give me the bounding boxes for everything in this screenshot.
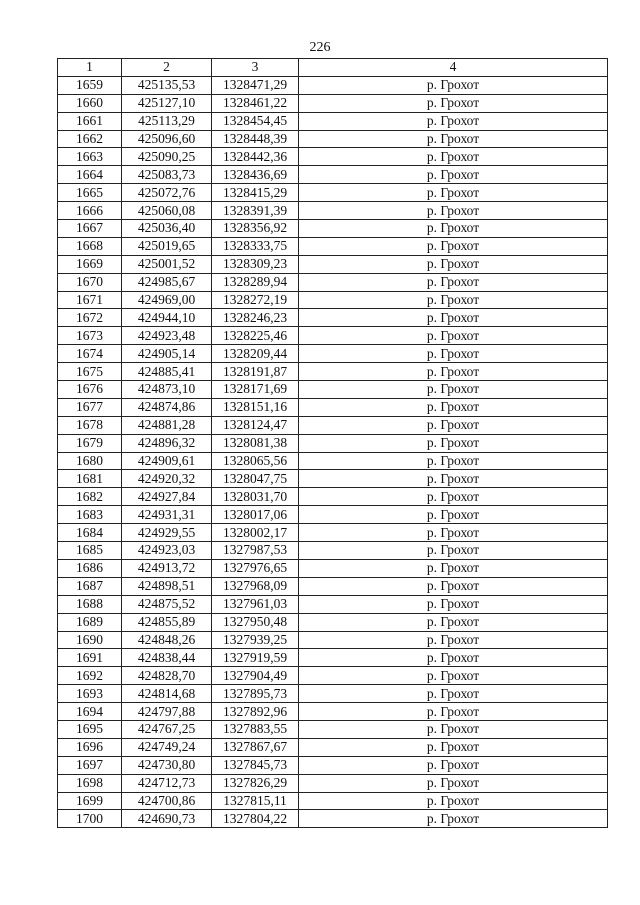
cell-x: 424828,70: [122, 667, 212, 685]
table-row: [58, 220, 608, 238]
cell-point-number: 1681: [58, 470, 122, 488]
table-row: [58, 738, 608, 756]
table-row: [58, 613, 608, 631]
table-row: [58, 76, 608, 94]
cell-y: 1327845,73: [212, 756, 299, 774]
cell-point-number: 1689: [58, 613, 122, 631]
cell-x: 425127,10: [122, 94, 212, 112]
cell-x: 425096,60: [122, 130, 212, 148]
cell-point-number: 1696: [58, 738, 122, 756]
table-row: [58, 381, 608, 399]
cell-point-number: 1659: [58, 76, 122, 94]
cell-x: 424929,55: [122, 524, 212, 542]
cell-description: р. Грохот: [299, 488, 608, 506]
cell-y: 1328454,45: [212, 112, 299, 130]
cell-y: 1327919,59: [212, 649, 299, 667]
table-row: [58, 112, 608, 130]
table-row: [58, 434, 608, 452]
cell-x: 424712,73: [122, 774, 212, 792]
cell-description: р. Грохот: [299, 237, 608, 255]
cell-point-number: 1695: [58, 720, 122, 738]
table-row: [58, 506, 608, 524]
table-row: [58, 810, 608, 828]
cell-point-number: 1685: [58, 542, 122, 560]
cell-y: 1327968,09: [212, 577, 299, 595]
cell-y: 1327987,53: [212, 542, 299, 560]
cell-description: р. Грохот: [299, 327, 608, 345]
header-cell-description: 4: [299, 59, 608, 77]
cell-x: 424767,25: [122, 720, 212, 738]
cell-y: 1327892,96: [212, 703, 299, 721]
table-row: [58, 184, 608, 202]
cell-x: 425072,76: [122, 184, 212, 202]
cell-y: 1328191,87: [212, 363, 299, 381]
cell-x: 424923,03: [122, 542, 212, 560]
cell-description: р. Грохот: [299, 810, 608, 828]
cell-description: р. Грохот: [299, 506, 608, 524]
cell-x: 424913,72: [122, 559, 212, 577]
cell-description: р. Грохот: [299, 774, 608, 792]
cell-point-number: 1680: [58, 452, 122, 470]
cell-x: 424690,73: [122, 810, 212, 828]
cell-x: 424874,86: [122, 398, 212, 416]
cell-x: 425113,29: [122, 112, 212, 130]
cell-x: 424927,84: [122, 488, 212, 506]
cell-y: 1327961,03: [212, 595, 299, 613]
table-row: [58, 94, 608, 112]
cell-point-number: 1671: [58, 291, 122, 309]
cell-x: 424881,28: [122, 416, 212, 434]
cell-point-number: 1669: [58, 255, 122, 273]
cell-point-number: 1678: [58, 416, 122, 434]
table-row: [58, 703, 608, 721]
cell-x: 424923,48: [122, 327, 212, 345]
cell-point-number: 1661: [58, 112, 122, 130]
cell-y: 1328124,47: [212, 416, 299, 434]
cell-description: р. Грохот: [299, 273, 608, 291]
table-row: [58, 327, 608, 345]
cell-y: 1328289,94: [212, 273, 299, 291]
cell-point-number: 1692: [58, 667, 122, 685]
cell-x: 425090,25: [122, 148, 212, 166]
cell-description: р. Грохот: [299, 524, 608, 542]
cell-x: 424909,61: [122, 452, 212, 470]
cell-y: 1328225,46: [212, 327, 299, 345]
table-row: [58, 148, 608, 166]
table-header: [58, 59, 608, 77]
cell-x: 424838,44: [122, 649, 212, 667]
table-row: [58, 631, 608, 649]
header-cell-x: 2: [122, 59, 212, 77]
cell-description: р. Грохот: [299, 613, 608, 631]
cell-point-number: 1693: [58, 685, 122, 703]
cell-point-number: 1700: [58, 810, 122, 828]
cell-x: 424730,80: [122, 756, 212, 774]
table-row: [58, 255, 608, 273]
cell-y: 1327895,73: [212, 685, 299, 703]
cell-point-number: 1684: [58, 524, 122, 542]
table-row: [58, 470, 608, 488]
coordinates-table: [57, 58, 608, 828]
cell-x: 424873,10: [122, 381, 212, 399]
table-row: [58, 542, 608, 560]
cell-x: 424875,52: [122, 595, 212, 613]
cell-description: р. Грохот: [299, 756, 608, 774]
cell-x: 425060,08: [122, 202, 212, 220]
cell-y: 1328391,39: [212, 202, 299, 220]
cell-y: 1327804,22: [212, 810, 299, 828]
cell-y: 1327939,25: [212, 631, 299, 649]
cell-point-number: 1660: [58, 94, 122, 112]
cell-point-number: 1667: [58, 220, 122, 238]
cell-point-number: 1664: [58, 166, 122, 184]
cell-y: 1328272,19: [212, 291, 299, 309]
cell-y: 1328309,23: [212, 255, 299, 273]
cell-y: 1327950,48: [212, 613, 299, 631]
cell-y: 1328333,75: [212, 237, 299, 255]
table-row: [58, 685, 608, 703]
cell-point-number: 1662: [58, 130, 122, 148]
cell-description: р. Грохот: [299, 649, 608, 667]
cell-point-number: 1686: [58, 559, 122, 577]
cell-y: 1327976,65: [212, 559, 299, 577]
page-number: 226: [309, 40, 331, 55]
cell-y: 1328065,56: [212, 452, 299, 470]
cell-y: 1328209,44: [212, 345, 299, 363]
cell-description: р. Грохот: [299, 452, 608, 470]
table-row: [58, 166, 608, 184]
table-row: [58, 416, 608, 434]
cell-y: 1328356,92: [212, 220, 299, 238]
cell-description: р. Грохот: [299, 434, 608, 452]
cell-y: 1328436,69: [212, 166, 299, 184]
cell-point-number: 1690: [58, 631, 122, 649]
cell-x: 424898,51: [122, 577, 212, 595]
table-row: [58, 792, 608, 810]
cell-y: 1328448,39: [212, 130, 299, 148]
cell-description: р. Грохот: [299, 559, 608, 577]
table-row: [58, 398, 608, 416]
header-cell-y: 3: [212, 59, 299, 77]
cell-description: р. Грохот: [299, 94, 608, 112]
table-row: [58, 667, 608, 685]
cell-point-number: 1677: [58, 398, 122, 416]
cell-description: р. Грохот: [299, 577, 608, 595]
cell-y: 1327815,11: [212, 792, 299, 810]
cell-point-number: 1683: [58, 506, 122, 524]
table-row: [58, 720, 608, 738]
table-body: [58, 76, 608, 827]
cell-description: р. Грохот: [299, 703, 608, 721]
cell-description: р. Грохот: [299, 148, 608, 166]
cell-point-number: 1665: [58, 184, 122, 202]
table-row: [58, 577, 608, 595]
cell-description: р. Грохот: [299, 309, 608, 327]
cell-point-number: 1687: [58, 577, 122, 595]
cell-x: 424985,67: [122, 273, 212, 291]
cell-y: 1328171,69: [212, 381, 299, 399]
cell-y: 1327826,29: [212, 774, 299, 792]
table-row: [58, 309, 608, 327]
table-header-row: [58, 59, 608, 77]
cell-x: 424885,41: [122, 363, 212, 381]
cell-description: р. Грохот: [299, 720, 608, 738]
cell-y: 1328151,16: [212, 398, 299, 416]
table-row: [58, 524, 608, 542]
cell-y: 1328081,38: [212, 434, 299, 452]
cell-description: р. Грохот: [299, 291, 608, 309]
cell-x: 425019,65: [122, 237, 212, 255]
cell-point-number: 1697: [58, 756, 122, 774]
cell-point-number: 1699: [58, 792, 122, 810]
cell-description: р. Грохот: [299, 220, 608, 238]
cell-point-number: 1694: [58, 703, 122, 721]
cell-description: р. Грохот: [299, 76, 608, 94]
cell-y: 1328442,36: [212, 148, 299, 166]
header-cell-point-number: 1: [58, 59, 122, 77]
table-row: [58, 559, 608, 577]
table-row: [58, 345, 608, 363]
cell-description: р. Грохот: [299, 255, 608, 273]
cell-x: 425036,40: [122, 220, 212, 238]
cell-point-number: 1668: [58, 237, 122, 255]
cell-x: 424814,68: [122, 685, 212, 703]
table-row: [58, 363, 608, 381]
cell-y: 1328002,17: [212, 524, 299, 542]
cell-point-number: 1682: [58, 488, 122, 506]
cell-x: 424797,88: [122, 703, 212, 721]
cell-x: 424848,26: [122, 631, 212, 649]
cell-point-number: 1675: [58, 363, 122, 381]
cell-description: р. Грохот: [299, 792, 608, 810]
cell-x: 424896,32: [122, 434, 212, 452]
cell-x: 425001,52: [122, 255, 212, 273]
cell-description: р. Грохот: [299, 184, 608, 202]
cell-description: р. Грохот: [299, 398, 608, 416]
cell-description: р. Грохот: [299, 631, 608, 649]
cell-description: р. Грохот: [299, 112, 608, 130]
cell-point-number: 1673: [58, 327, 122, 345]
table-row: [58, 452, 608, 470]
cell-y: 1328415,29: [212, 184, 299, 202]
cell-point-number: 1698: [58, 774, 122, 792]
cell-description: р. Грохот: [299, 166, 608, 184]
table-row: [58, 488, 608, 506]
cell-x: 424700,86: [122, 792, 212, 810]
cell-description: р. Грохот: [299, 130, 608, 148]
cell-y: 1328031,70: [212, 488, 299, 506]
table-row: [58, 130, 608, 148]
cell-description: р. Грохот: [299, 345, 608, 363]
cell-point-number: 1663: [58, 148, 122, 166]
cell-description: р. Грохот: [299, 542, 608, 560]
cell-y: 1328017,06: [212, 506, 299, 524]
cell-description: р. Грохот: [299, 363, 608, 381]
cell-point-number: 1679: [58, 434, 122, 452]
table-row: [58, 202, 608, 220]
cell-x: 424855,89: [122, 613, 212, 631]
cell-x: 424969,00: [122, 291, 212, 309]
cell-y: 1328047,75: [212, 470, 299, 488]
cell-y: 1328461,22: [212, 94, 299, 112]
cell-description: р. Грохот: [299, 416, 608, 434]
cell-description: р. Грохот: [299, 667, 608, 685]
cell-x: 424920,32: [122, 470, 212, 488]
cell-x: 424749,24: [122, 738, 212, 756]
table-row: [58, 649, 608, 667]
cell-x: 425083,73: [122, 166, 212, 184]
cell-point-number: 1666: [58, 202, 122, 220]
cell-point-number: 1670: [58, 273, 122, 291]
cell-x: 424944,10: [122, 309, 212, 327]
cell-description: р. Грохот: [299, 470, 608, 488]
table-row: [58, 774, 608, 792]
cell-description: р. Грохот: [299, 381, 608, 399]
cell-y: 1327867,67: [212, 738, 299, 756]
cell-x: 424905,14: [122, 345, 212, 363]
cell-y: 1327883,55: [212, 720, 299, 738]
cell-description: р. Грохот: [299, 595, 608, 613]
table-row: [58, 273, 608, 291]
table-row: [58, 291, 608, 309]
cell-description: р. Грохот: [299, 202, 608, 220]
cell-x: 424931,31: [122, 506, 212, 524]
table-row: [58, 595, 608, 613]
cell-description: р. Грохот: [299, 738, 608, 756]
cell-y: 1327904,49: [212, 667, 299, 685]
table-row: [58, 756, 608, 774]
cell-y: 1328471,29: [212, 76, 299, 94]
table-row: [58, 237, 608, 255]
cell-point-number: 1672: [58, 309, 122, 327]
cell-point-number: 1674: [58, 345, 122, 363]
cell-description: р. Грохот: [299, 685, 608, 703]
cell-point-number: 1688: [58, 595, 122, 613]
cell-y: 1328246,23: [212, 309, 299, 327]
cell-point-number: 1691: [58, 649, 122, 667]
cell-x: 425135,53: [122, 76, 212, 94]
cell-point-number: 1676: [58, 381, 122, 399]
